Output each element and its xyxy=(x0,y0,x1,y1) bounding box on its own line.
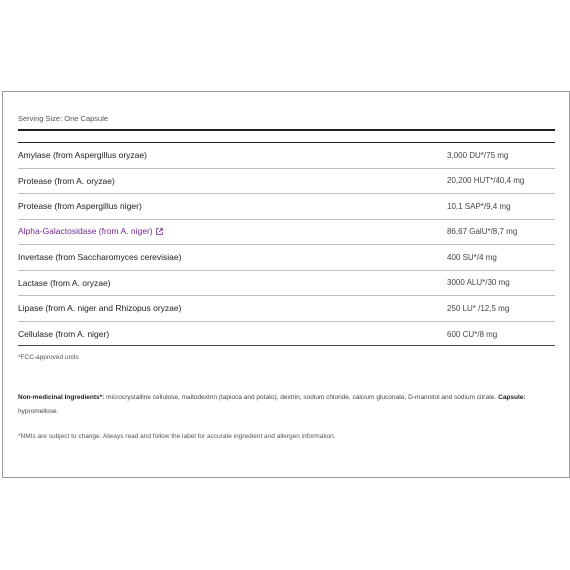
divider-bottom xyxy=(18,345,555,346)
ingredient-name: Cellulase (from A. niger) xyxy=(18,329,110,340)
ingredients-label: Non-medicinal Ingredients*: xyxy=(18,394,105,401)
table-row xyxy=(18,220,555,246)
ingredient-amount: 3000 ALU*/30 mg xyxy=(447,278,510,288)
ingredient-amount: 86,67 GalU*/8,7 mg xyxy=(447,227,518,237)
ingredient-amount: 3,000 DU*/75 mg xyxy=(447,150,509,160)
capsule-label: Capsule: xyxy=(498,394,526,401)
ingredients-text: microcrystalline cellulose, maltodextrin (tapioca and potato), dextrin, sodium chloride, calcium gluconate, D-mannitol and sodium citrate. xyxy=(104,394,499,401)
ingredient-link[interactable] xyxy=(18,226,447,237)
table-row xyxy=(18,271,555,297)
table-row xyxy=(18,245,555,271)
ingredient-amount: 20,200 HUT*/40,4 mg xyxy=(447,176,525,186)
divider-thick xyxy=(18,129,555,131)
ingredient-amount: 600 CU*/8 mg xyxy=(447,329,498,339)
supplement-facts-panel xyxy=(2,91,570,478)
table-row xyxy=(18,322,555,348)
ingredient-table xyxy=(18,143,555,347)
table-row xyxy=(18,194,555,220)
non-medicinal-ingredients xyxy=(18,391,558,419)
ingredient-name: Lipase (from A. niger and Rhizopus oryzae) xyxy=(18,303,182,314)
ingredient-name: Lactase (from A. oryzae) xyxy=(18,277,111,288)
ingredient-amount: 250 LU* /12,5 mg xyxy=(447,303,510,313)
table-row xyxy=(18,169,555,195)
ingredient-name: Protease (from Aspergillus niger) xyxy=(18,201,142,212)
external-link-icon xyxy=(156,227,163,237)
capsule-text: hypromellose. xyxy=(18,408,59,415)
nmi-note: *NMIs are subject to change. Always read and follow the label for accurate ingredient and allergen information. xyxy=(18,433,336,440)
ingredient-name: Invertase (from Saccharomyces cerevisiae) xyxy=(18,252,182,263)
ingredient-name: Amylase (from Aspergillus oryzae) xyxy=(18,150,147,161)
ingredient-link-label: Alpha-Galactosidase (from A. niger) xyxy=(18,226,153,237)
ingredient-amount: 400 SU*/4 mg xyxy=(447,252,497,262)
table-row xyxy=(18,143,555,169)
serving-size: Serving Size: One Capsule xyxy=(18,114,109,123)
ingredient-name: Protease (from A. oryzae) xyxy=(18,175,115,186)
fcc-footnote: *FCC-approved units xyxy=(18,354,79,361)
table-row xyxy=(18,296,555,322)
ingredient-amount: 10,1 SAP*/9,4 mg xyxy=(447,201,511,211)
